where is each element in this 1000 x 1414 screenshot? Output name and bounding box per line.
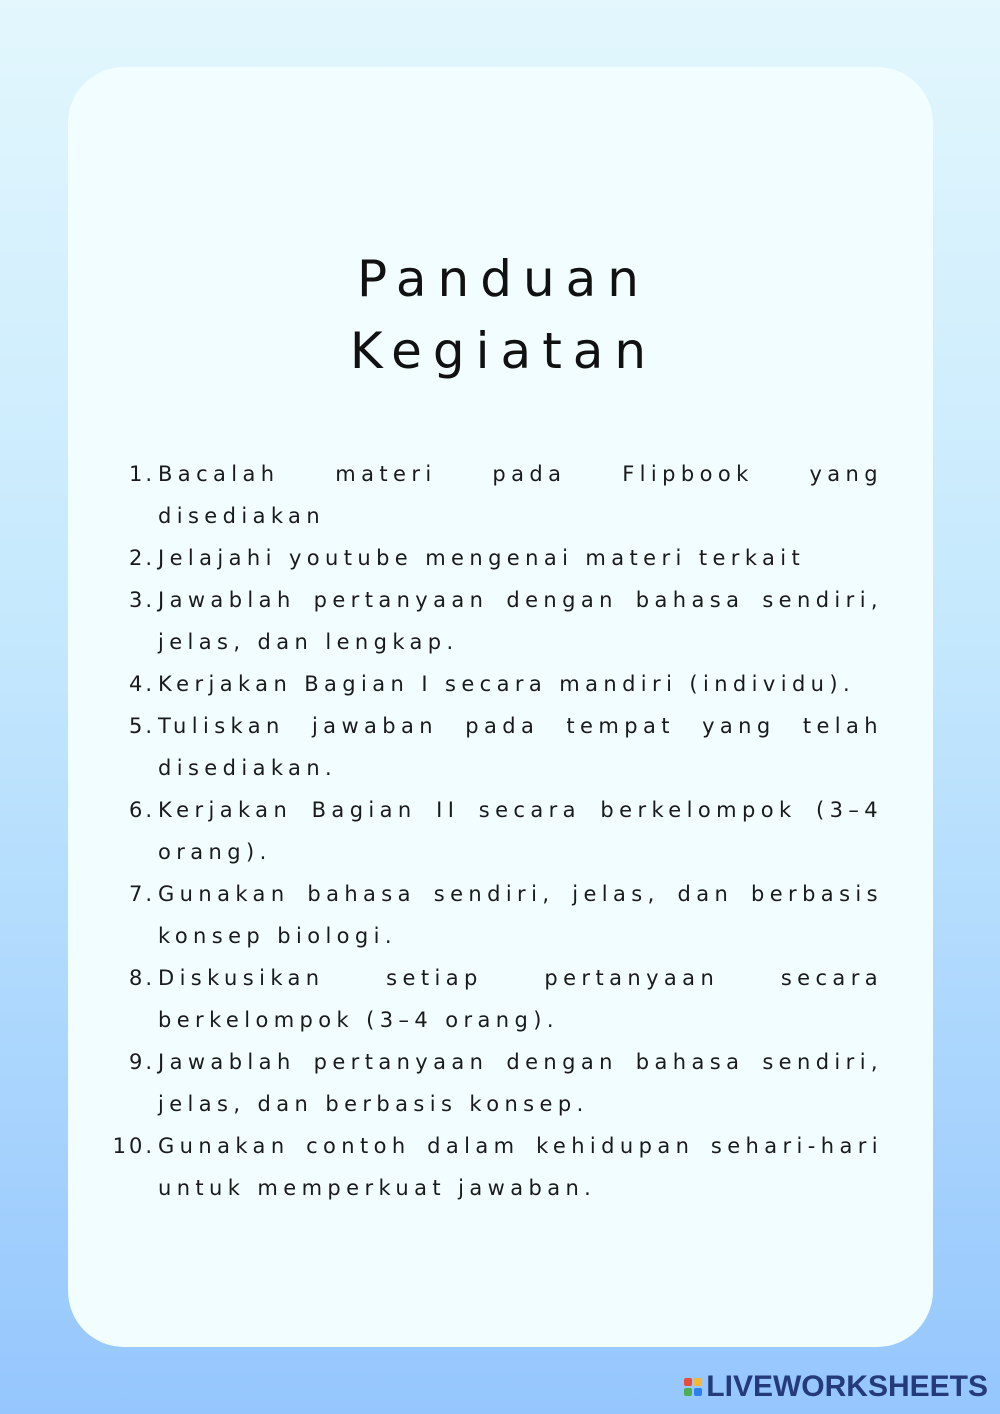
step-text: Kerjakan Bagian II secara berkelompok (3–4 orang). [158,798,883,864]
logo-square-green [684,1388,692,1396]
logo-square-yellow [694,1378,702,1386]
title-line-1: Panduan [357,250,650,308]
step-number: 4. [128,672,155,696]
list-item [128,663,883,705]
step-text: Bacalah materi pada Flipbook yang disediakan [158,462,883,528]
step-text: Jelajahi youtube mengenai materi terkait [158,546,806,570]
step-number: 9. [128,1050,155,1074]
step-number: 5. [128,714,155,738]
step-number: 3. [128,588,155,612]
list-item [128,705,883,789]
guide-card [68,67,933,1347]
step-number: 8. [128,966,155,990]
step-number: 6. [128,798,155,822]
step-text: Diskusikan setiap pertanyaan secara berkelompok (3–4 orang). [158,966,883,1032]
logo-square-red [684,1378,692,1386]
list-item [112,1125,883,1209]
step-text: Gunakan bahasa sendiri, jelas, dan berbasis konsep biologi. [158,882,883,948]
list-item [128,1041,883,1125]
list-item [128,873,883,957]
step-text: Gunakan contoh dalam kehidupan sehari-hari untuk memperkuat jawaban. [158,1134,883,1200]
step-number: 2. [128,546,155,570]
liveworksheets-logo-icon [684,1378,702,1396]
steps-list [112,453,883,1209]
list-item [128,789,883,873]
step-text: Jawablah pertanyaan dengan bahasa sendiri, jelas, dan lengkap. [158,588,883,654]
step-number: 1. [128,462,155,486]
list-item [128,453,883,537]
step-number: 7. [128,882,155,906]
list-item [128,957,883,1041]
title-line-2: Kegiatan [349,322,658,380]
liveworksheets-brand[interactable] [684,1370,988,1404]
brand-name: LIVEWORKSHEETS [706,1370,988,1403]
step-text: Kerjakan Bagian I secara mandiri (individu). [158,672,856,696]
list-item [128,579,883,663]
step-text: Jawablah pertanyaan dengan bahasa sendiri, jelas, dan berbasis konsep. [158,1050,883,1116]
step-text: Tuliskan jawaban pada tempat yang telah disediakan. [158,714,883,780]
page-title [68,243,933,387]
logo-square-blue [694,1388,702,1396]
list-item [128,537,883,579]
step-number: 10. [112,1134,155,1158]
